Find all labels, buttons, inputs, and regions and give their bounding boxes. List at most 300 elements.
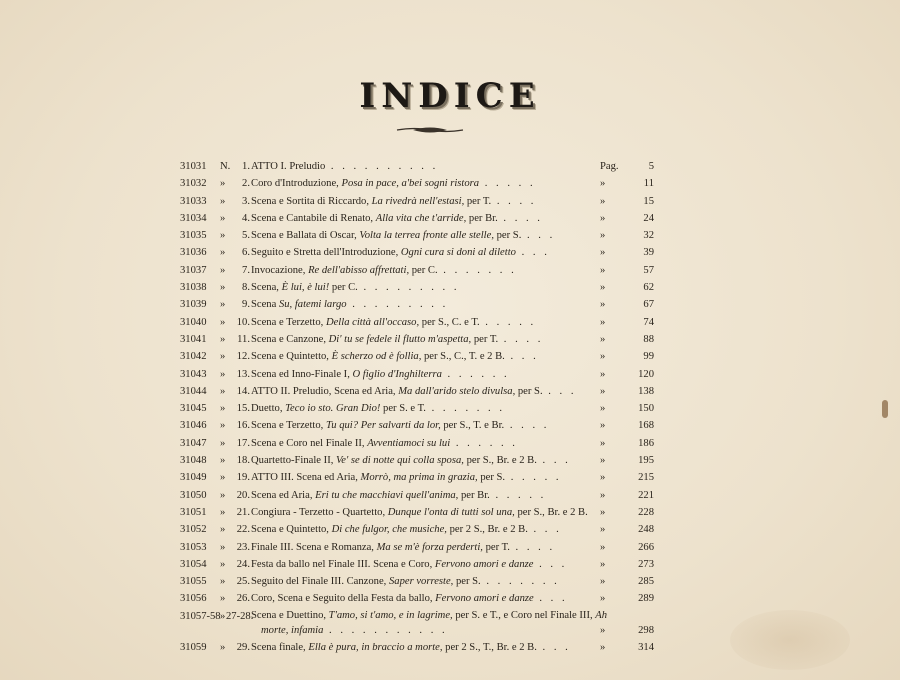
entry-voices: per S. <box>477 472 506 484</box>
plate-number: 31052 <box>180 524 207 536</box>
ditto-mark: » <box>220 489 226 501</box>
entry-title: Di che fulgor, che musiche, <box>331 524 447 536</box>
entry-voices: per S. e T., e Coro nel Finale III, <box>452 609 596 621</box>
entry-title: Eri tu che macchiavi quell'anima, <box>315 489 459 501</box>
plate-number: 31049 <box>180 472 207 484</box>
page-number: 285 <box>638 576 654 588</box>
leader-dots: . . . . . <box>479 178 536 190</box>
entry-index: 2. <box>242 178 250 190</box>
entry-text: Scena e Quintetto, <box>251 351 332 363</box>
page-ref <box>600 590 654 607</box>
entry-voices: per T. <box>471 333 499 345</box>
leader-dots: . . . <box>533 558 568 570</box>
page-label: » <box>600 212 606 224</box>
ditto-mark: » <box>220 316 226 328</box>
page-label: » <box>600 264 606 276</box>
ditto-mark: » <box>220 403 226 415</box>
page-label: » <box>600 593 606 605</box>
toc-entry <box>180 608 654 639</box>
page-number: 248 <box>638 524 654 536</box>
toc-entry <box>180 573 654 590</box>
entry-index: 5. <box>242 230 250 242</box>
page-ref <box>600 556 654 573</box>
entry-voices: per T. <box>482 541 510 553</box>
toc-entry <box>180 487 654 504</box>
page-number: 24 <box>643 212 654 224</box>
toc-entry <box>180 400 654 417</box>
title-ornament <box>395 124 465 136</box>
entry-title: La rivedrà nell'estasi, <box>371 195 465 207</box>
page-number: 62 <box>643 282 654 294</box>
ditto-mark: » <box>220 230 226 242</box>
toc-entry <box>180 521 654 538</box>
toc-entry <box>180 366 654 383</box>
page-number: 186 <box>638 437 654 449</box>
entry-description <box>251 296 448 313</box>
leader-dots: . . . <box>527 524 562 536</box>
entry-text: ATTO III. Scena ed Aria, <box>251 472 361 484</box>
entry-description <box>251 608 607 638</box>
entry-title: Saper vorreste, <box>388 576 454 588</box>
leader-dots: . . . <box>504 351 539 363</box>
page-ref <box>600 314 654 331</box>
entry-title: Di' tu se fedele il flutto m'aspetta, <box>328 333 472 345</box>
page-title: INDICE <box>359 76 541 116</box>
entry-index: 25. <box>236 576 250 588</box>
entry-voices: per S., T. e Br. <box>440 420 505 432</box>
page-label: » <box>600 385 606 397</box>
page-ref <box>600 452 654 469</box>
page-number: 88 <box>643 333 654 345</box>
entry-title: È scherzo od è follia, <box>331 351 422 363</box>
page-ref <box>600 639 654 656</box>
entry-title: Fervono amori e danze <box>435 593 534 605</box>
leader-dots: . . . . . . . <box>437 264 517 276</box>
toc-entry <box>180 158 654 175</box>
page-label: » <box>600 420 606 432</box>
toc-entry <box>180 227 654 244</box>
leader-dots: . . . . . . <box>441 368 510 380</box>
toc-entry <box>180 193 654 210</box>
plate-number: 31053 <box>180 541 207 553</box>
entry-index: 16. <box>236 420 250 432</box>
page-label: » <box>600 368 606 380</box>
entry-description <box>251 487 546 504</box>
entry-index: 19. <box>236 472 250 484</box>
page-label: » <box>600 351 606 363</box>
plate-number: 31047 <box>180 437 207 449</box>
page-label: Pag. <box>600 161 619 172</box>
toc-entry <box>180 383 654 400</box>
entry-description <box>251 227 555 244</box>
toc-entry <box>180 296 654 313</box>
page-ref <box>600 227 654 244</box>
plate-number: 31045 <box>180 403 207 415</box>
entry-title: È lui, è lui! <box>281 282 330 294</box>
ditto-mark: » <box>220 195 226 207</box>
page-ref <box>600 175 654 192</box>
entry-voices: per 2 S., T., Br. e 2 B. <box>442 641 537 653</box>
page-ref <box>600 469 654 486</box>
entry-text: Scena e Canzone, <box>251 333 329 345</box>
page-ref <box>600 366 654 383</box>
page-ref <box>600 573 654 590</box>
entry-index: 7. <box>242 264 250 276</box>
plate-number: 31056 <box>180 593 207 605</box>
entry-title: Fervono amori e danze <box>434 558 534 570</box>
leader-dots: . . . . . . <box>450 437 518 449</box>
page-label: » <box>600 506 606 518</box>
plate-number: 31046 <box>180 420 207 432</box>
page-number: 67 <box>643 299 654 311</box>
entry-description <box>251 452 571 469</box>
entry-text: Scena e Sortita di Riccardo, <box>251 195 372 207</box>
page-label: » <box>600 247 606 259</box>
plate-number: 31034 <box>180 212 207 224</box>
page-number: 195 <box>638 455 654 467</box>
entry-index: 6. <box>242 247 250 259</box>
entry-text: Scena e Duettino, <box>251 609 329 621</box>
leader-dots: . . . . . . . . . <box>346 299 449 311</box>
page-number: 150 <box>638 403 654 415</box>
page-label: » <box>600 624 606 636</box>
entry-index: 26. <box>236 593 250 605</box>
toc-entry <box>180 469 654 486</box>
entry-text: Coro d'Introduzione, <box>251 178 342 190</box>
entry-voices: per S., C. e T. <box>419 316 480 328</box>
leader-dots: . . . <box>533 593 568 605</box>
entry-index: 15. <box>236 403 250 415</box>
entry-description <box>251 244 550 261</box>
plate-number: 31036 <box>180 247 207 259</box>
entry-index: 18. <box>236 455 250 467</box>
plate-number: 31055 <box>180 576 207 588</box>
entry-text: Scena, <box>251 282 282 294</box>
toc-entry <box>180 348 654 365</box>
page-ref <box>600 417 654 434</box>
plate-number: 31054 <box>180 558 207 570</box>
entry-title: Avventiamoci su lui <box>367 437 451 449</box>
plate-number: 31057-58 <box>180 610 221 622</box>
plate-number: 31035 <box>180 230 207 242</box>
entry-text: Scena ed Aria, <box>251 489 316 501</box>
leader-dots: . . . <box>515 247 550 259</box>
entry-voices: per S. <box>493 230 522 242</box>
entry-index: 27-28. <box>226 610 254 622</box>
entry-voices: per S. e T. <box>380 403 426 415</box>
entry-title: Posa in pace, a'bei sogni ristora <box>341 178 480 190</box>
entry-title: Della città all'occaso, <box>325 316 420 328</box>
entry-text: ATTO II. Preludio, Scena ed Aria, <box>251 385 399 397</box>
entry-description <box>251 573 560 590</box>
entry-text: Seguito del Finale III. Canzone, <box>251 576 389 588</box>
page-number: 15 <box>643 195 654 207</box>
entry-title: Ve' se di notte qui colla sposa, <box>336 455 464 467</box>
page-number: 228 <box>638 506 654 518</box>
foxing-stain <box>730 610 850 670</box>
page-ref <box>600 331 654 348</box>
toc-entry <box>180 175 654 192</box>
entry-voices: per T. <box>464 195 492 207</box>
entry-text: Scena e Quintetto, <box>251 524 332 536</box>
page-label: » <box>600 472 606 484</box>
entry-text: Festa da ballo nel Finale III. Scena e Coro, <box>251 558 435 570</box>
leader-dots: . . . . <box>509 541 556 553</box>
plate-number: 31059 <box>180 641 207 653</box>
leader-dots: . . . . . <box>479 316 537 328</box>
page-label: » <box>600 299 606 311</box>
page-ref <box>600 158 654 175</box>
entry-index: 8. <box>242 282 250 294</box>
leader-dots: . . . <box>536 455 571 467</box>
ditto-mark: » <box>220 576 226 588</box>
entry-text: Coro, Scena e Seguito della Festa da ballo, <box>251 593 436 605</box>
entry-text: Scena finale, <box>251 641 309 653</box>
entry-description <box>251 556 567 573</box>
ditto-mark: » <box>220 247 226 259</box>
ditto-mark: » <box>220 593 226 605</box>
page-label: » <box>600 403 606 415</box>
ditto-mark: » <box>220 333 226 345</box>
entry-voices: per S., Br. e 2 B. <box>463 455 537 467</box>
page-edge-mark <box>882 400 888 418</box>
entry-index: 13. <box>236 368 250 380</box>
plate-number: 31040 <box>180 316 207 328</box>
entry-index: 1. <box>242 161 250 172</box>
plate-number: 31033 <box>180 195 207 207</box>
leader-dots: . . . <box>521 230 556 242</box>
page-ref <box>600 487 654 504</box>
page-label: » <box>600 576 606 588</box>
entry-description <box>251 331 543 348</box>
ditto-mark: » <box>220 212 226 224</box>
page-ref <box>600 296 654 313</box>
leader-dots: . . . . . . . . . . . <box>323 624 448 636</box>
page-number: 32 <box>643 230 654 242</box>
leader-dots: . . . . <box>504 420 550 432</box>
page-number: 266 <box>638 541 654 553</box>
page-number: 314 <box>638 641 654 653</box>
entry-index: 17. <box>236 437 250 449</box>
entry-title: Teco io sto. Gran Dio! <box>285 403 381 415</box>
entry-title: Morrò, ma prima in grazia, <box>360 472 478 484</box>
toc-entry <box>180 452 654 469</box>
toc-entry <box>180 210 654 227</box>
page-number: 221 <box>638 489 654 501</box>
entry-title: Su, fatemi largo <box>278 299 347 311</box>
page-number: 298 <box>638 624 654 636</box>
entry-text: Scena e Cantabile di Renato, <box>251 212 376 224</box>
page-ref <box>600 262 654 279</box>
page-number: 138 <box>638 385 654 397</box>
entry-index: 9. <box>242 299 250 311</box>
ditto-mark: » <box>220 541 226 553</box>
plate-number: 31051 <box>180 506 207 518</box>
plate-number: 31031 <box>180 161 207 172</box>
entry-voices: per Br. <box>466 212 498 224</box>
page-number: 99 <box>643 351 654 363</box>
toc-entry <box>180 279 654 296</box>
page-number: 11 <box>643 178 654 190</box>
ditto-mark: » <box>220 264 226 276</box>
entry-index: 24. <box>236 558 250 570</box>
plate-number: 31048 <box>180 455 207 467</box>
entry-title: Ma se m'è forza perderti, <box>376 541 483 553</box>
entry-description <box>251 210 543 227</box>
entry-text: Scena ed Inno-Finale I, <box>251 368 353 380</box>
entry-text: Scena <box>251 299 279 311</box>
toc-entry <box>180 435 654 452</box>
entry-voices: per S. <box>515 385 543 397</box>
leader-dots: . . . . . <box>489 489 547 501</box>
entry-voices: per Br. <box>458 489 490 501</box>
page-label: » <box>600 489 606 501</box>
ditto-mark: » <box>220 437 226 449</box>
entry-voices: per C. <box>329 282 358 294</box>
entry-text: Scena e Coro nel Finale II, <box>251 437 368 449</box>
plate-number: 31037 <box>180 264 207 276</box>
plate-number: 31044 <box>180 385 207 397</box>
entry-description <box>251 193 536 210</box>
page-label: » <box>600 558 606 570</box>
page-label: » <box>600 282 606 294</box>
entry-index: 10. <box>236 316 250 328</box>
ditto-mark: » <box>220 558 226 570</box>
entry-description <box>251 504 588 521</box>
page-label: » <box>600 541 606 553</box>
entry-title: Ella è pura, in braccio a morte, <box>308 641 443 653</box>
entry-text: Scena e Terzetto, <box>251 316 326 328</box>
entry-title: Ma dall'arido stelo divulsa, <box>398 385 516 397</box>
page-number: 273 <box>638 558 654 570</box>
page-label: » <box>600 455 606 467</box>
page-number: 289 <box>638 593 654 605</box>
page-ref <box>600 400 654 417</box>
page-ref <box>600 622 654 639</box>
plate-number: 31041 <box>180 333 207 345</box>
ditto-mark: » <box>220 368 226 380</box>
entry-index: 21. <box>236 506 250 518</box>
ditto-mark: » <box>220 299 226 311</box>
entry-description <box>251 314 536 331</box>
leader-dots: . . . . <box>497 212 543 224</box>
page-label: » <box>600 333 606 345</box>
entry-text: Quartetto-Finale II, <box>251 455 337 467</box>
entry-index: 3. <box>242 195 250 207</box>
ditto-mark: » <box>220 472 226 484</box>
leader-dots: . . . . <box>491 195 537 207</box>
toc-entry <box>180 314 654 331</box>
entry-text: ATTO I. Preludio <box>251 161 326 172</box>
plate-number: 31050 <box>180 489 207 501</box>
entry-description <box>251 469 562 486</box>
ditto-mark: » <box>220 455 226 467</box>
entry-title: Volta la terrea fronte alle stelle, <box>359 230 494 242</box>
page-ref <box>600 504 654 521</box>
page-label: » <box>600 230 606 242</box>
page-ref <box>600 521 654 538</box>
page-number: 215 <box>638 472 654 484</box>
ditto-mark: » <box>220 385 226 397</box>
page-ref <box>600 244 654 261</box>
entry-description <box>251 158 438 175</box>
entry-index: 29. <box>236 641 250 653</box>
entry-index: 20. <box>236 489 250 501</box>
page-number: 120 <box>638 368 654 380</box>
entry-title-line2: morte, infamia <box>261 624 324 636</box>
entry-text: Seguito e Stretta dell'Introduzione, <box>251 247 401 259</box>
table-of-contents <box>180 158 654 656</box>
ditto-mark: » <box>220 282 226 294</box>
entry-title: Ogni cura si doni al diletto <box>400 247 516 259</box>
plate-number: 31038 <box>180 282 207 294</box>
entry-description <box>251 435 518 452</box>
plate-number: 31039 <box>180 299 207 311</box>
entry-voices: per S., C., T. e 2 B. <box>421 351 505 363</box>
page-number: 168 <box>638 420 654 432</box>
ditto-mark: » <box>220 641 226 653</box>
toc-entry <box>180 331 654 348</box>
entry-voices: per 2 S., Br. e 2 B. <box>446 524 528 536</box>
ditto-mark: » <box>220 178 226 190</box>
ditto-mark: » <box>220 524 226 536</box>
ditto-mark: N. <box>220 161 231 172</box>
entry-text: Duetto, <box>251 403 286 415</box>
leader-dots: . . . . . . . . . <box>357 282 460 294</box>
plate-number: 31042 <box>180 351 207 363</box>
entry-description <box>251 521 562 538</box>
ditto-mark: » <box>220 351 226 363</box>
entry-description <box>251 539 555 556</box>
entry-description <box>251 175 536 192</box>
entry-text: Congiura - Terzetto - Quartetto, <box>251 506 388 518</box>
entry-description <box>251 348 539 365</box>
ditto-mark: » <box>220 420 226 432</box>
page-label: » <box>600 524 606 536</box>
page-ref <box>600 435 654 452</box>
entry-index: 4. <box>242 212 250 224</box>
entry-title: O figlio d'Inghilterra <box>352 368 442 380</box>
toc-entry <box>180 504 654 521</box>
leader-dots: . . . . <box>498 333 544 345</box>
ditto-mark: » <box>220 610 226 622</box>
page-label: » <box>600 178 606 190</box>
entry-voices: per C. <box>409 264 438 276</box>
leader-dots: . . . <box>536 641 571 653</box>
leader-dots: . . . . . . . . . . <box>325 161 439 172</box>
toc-entry <box>180 590 654 607</box>
toc-entry <box>180 639 654 656</box>
toc-entry <box>180 556 654 573</box>
entry-description <box>251 279 459 296</box>
toc-entry <box>180 244 654 261</box>
entry-voices: per S. <box>453 576 481 588</box>
entry-title: Alla vita che t'arride, <box>375 212 467 224</box>
plate-number: 31043 <box>180 368 207 380</box>
leader-dots: . . . <box>542 385 577 397</box>
page-number: 57 <box>643 264 654 276</box>
ditto-mark: » <box>220 506 226 518</box>
entry-title: Re dell'abisso affrettati, <box>308 264 410 276</box>
page-number: 5 <box>648 161 654 172</box>
page-label: » <box>600 641 606 653</box>
toc-entry <box>180 417 654 434</box>
entry-description <box>251 383 577 400</box>
entry-description <box>251 366 510 383</box>
toc-entry <box>180 539 654 556</box>
entry-text: Scena e Ballata di Oscar, <box>251 230 360 242</box>
entry-voices: per S., Br. e 2 B. <box>514 506 588 518</box>
